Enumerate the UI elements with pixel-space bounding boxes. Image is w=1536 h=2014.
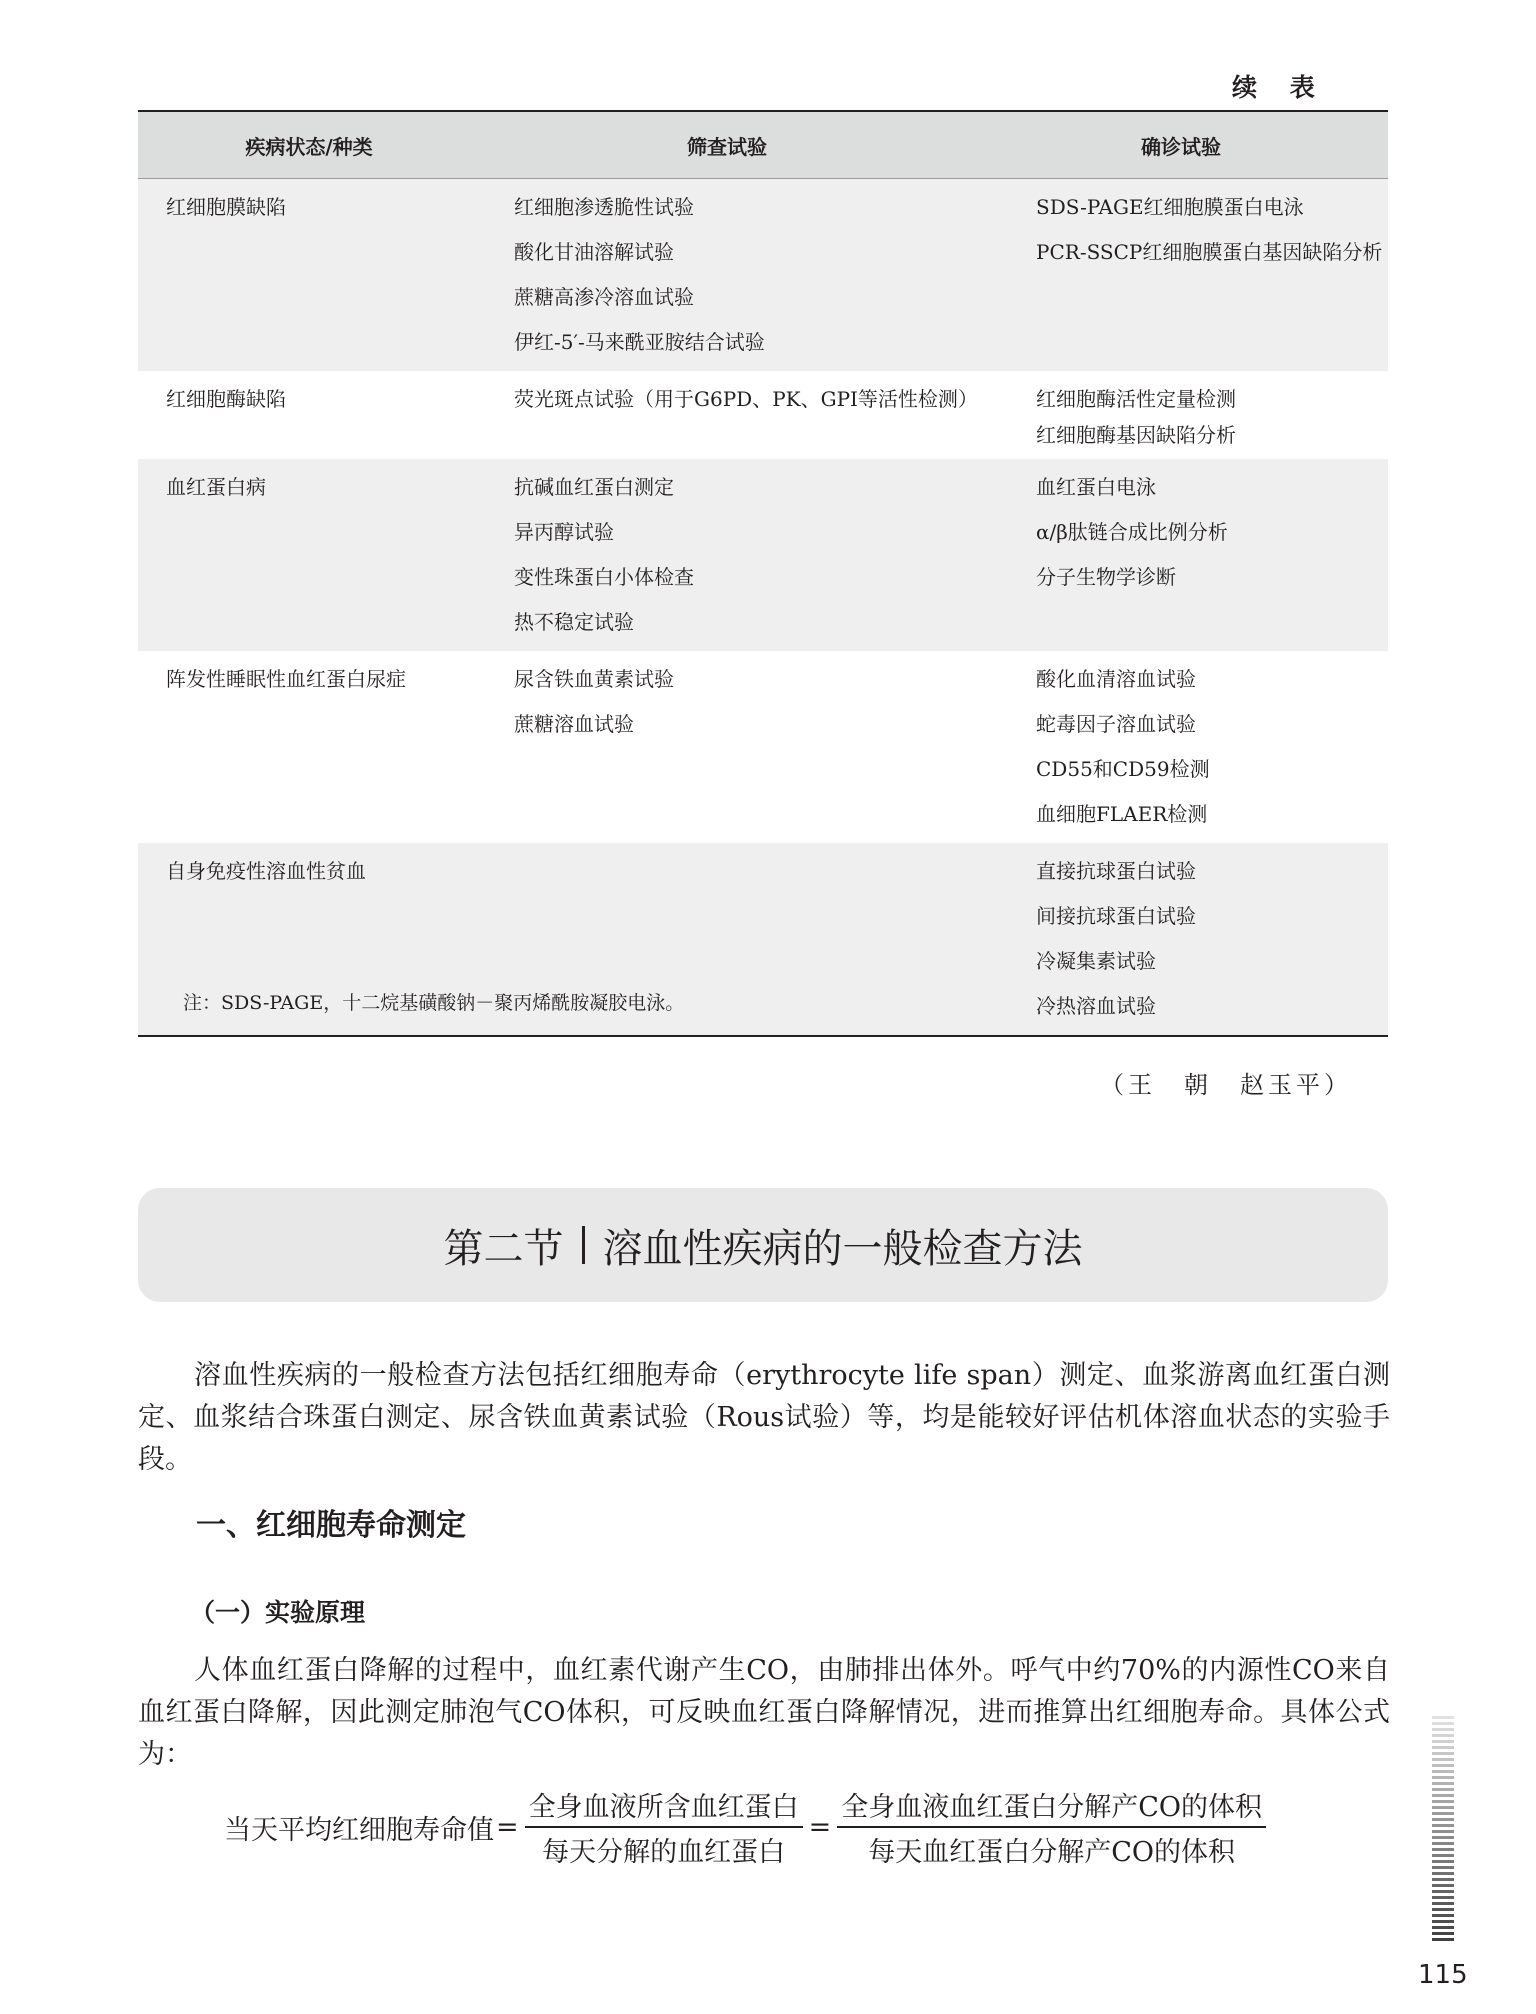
confirmatory-test: α/β肽链合成比例分析 — [1036, 520, 1228, 544]
disease-cell: 红细胞膜缺陷 — [166, 195, 286, 219]
table-row — [138, 651, 1388, 843]
diagnosis-table — [138, 110, 1388, 1037]
disease-cell: 血红蛋白病 — [166, 475, 266, 499]
confirmatory-test: CD55和CD59检测 — [1036, 757, 1210, 781]
screening-test: 蔗糖溶血试验 — [514, 712, 634, 736]
formula-equals: = — [808, 1811, 832, 1843]
screening-test: 蔗糖高渗冷溶血试验 — [514, 285, 694, 309]
screening-test: 变性珠蛋白小体检查 — [514, 565, 694, 589]
table-row — [138, 179, 1388, 371]
heading-level-1: 一、红细胞寿命测定 — [196, 1508, 466, 1543]
table-header-row — [138, 112, 1388, 179]
table-row — [138, 459, 1388, 651]
confirmatory-test: 蛇毒因子溶血试验 — [1036, 712, 1196, 736]
section-title-box — [138, 1188, 1388, 1302]
continued-table-label: 续 表 — [1232, 73, 1327, 102]
confirmatory-test: 直接抗球蛋白试验 — [1036, 859, 1196, 883]
confirmatory-test: 冷热溶血试验 — [1036, 994, 1156, 1018]
heading-level-2: （一）实验原理 — [190, 1598, 366, 1627]
confirmatory-test: 血红蛋白电泳 — [1036, 475, 1156, 499]
section-number: 第二节 — [443, 1225, 564, 1272]
screening-test: 荧光斑点试验（用于G6PD、PK、GPI等活性检测） — [514, 387, 978, 411]
section-divider — [582, 1226, 585, 1264]
disease-cell: 自身免疫性溶血性贫血 — [166, 859, 366, 883]
confirmatory-test: 间接抗球蛋白试验 — [1036, 904, 1196, 928]
screening-test: 尿含铁血黄素试验 — [514, 667, 674, 691]
disease-cell: 红细胞酶缺陷 — [166, 387, 286, 411]
formula-lhs: 当天平均红细胞寿命值 — [224, 1814, 494, 1846]
screening-test: 热不稳定试验 — [514, 610, 634, 634]
screening-test: 红细胞渗透脆性试验 — [514, 195, 694, 219]
screening-test: 抗碱血红蛋白测定 — [514, 475, 674, 499]
section-title: 溶血性疾病的一般检查方法 — [602, 1225, 1083, 1272]
table-row — [138, 371, 1388, 459]
confirmatory-test: 分子生物学诊断 — [1036, 565, 1176, 589]
lifespan-formula — [224, 1782, 1270, 1872]
confirmatory-test: SDS-PAGE红细胞膜蛋白电泳 — [1036, 195, 1304, 219]
intro-paragraph: 溶血性疾病的一般检查方法包括红细胞寿命（erythrocyte life span）测定、血浆游离血红蛋白测定、血浆结合珠蛋白测定、尿含铁血黄素试验（Rous试验）等，均是能较好评估机体溶血状态的实验手段。 — [138, 1360, 1390, 1475]
formula-fraction-1 — [525, 1785, 803, 1869]
authors: （王 朝 赵玉平） — [1100, 1071, 1352, 1099]
formula-fraction-2 — [837, 1785, 1266, 1869]
screening-test: 伊红-5′-马来酰亚胺结合试验 — [514, 330, 765, 354]
fraction-denominator: 每天血红蛋白分解产CO的体积 — [868, 1837, 1236, 1868]
column-header-screening: 筛查试验 — [687, 134, 767, 159]
confirmatory-test: 红细胞酶活性定量检测 — [1036, 387, 1236, 411]
screening-test: 异丙醇试验 — [514, 520, 614, 544]
page-edge-marker — [1432, 1716, 1454, 1942]
confirmatory-test: 红细胞酶基因缺陷分析 — [1036, 423, 1236, 447]
fraction-numerator: 全身血液血红蛋白分解产CO的体积 — [837, 1785, 1266, 1828]
formula-equals: = — [496, 1811, 519, 1843]
fraction-numerator: 全身血液所含血红蛋白 — [525, 1785, 803, 1828]
confirmatory-test: 酸化血清溶血试验 — [1036, 667, 1196, 691]
fraction-denominator: 每天分解的血红蛋白 — [542, 1837, 786, 1868]
disease-cell: 阵发性睡眠性血红蛋白尿症 — [166, 667, 406, 691]
screening-test: 酸化甘油溶解试验 — [514, 240, 674, 264]
confirmatory-test: 血细胞FLAER检测 — [1036, 802, 1208, 826]
column-header-confirmatory: 确诊试验 — [1141, 134, 1221, 159]
table-note: 注：SDS-PAGE，十二烷基磺酸钠－聚丙烯酰胺凝胶电泳。 — [183, 992, 685, 1014]
page-number: 115 — [1418, 1960, 1468, 1990]
principle-paragraph: 人体血红蛋白降解的过程中，血红素代谢产生CO，由肺排出体外。呼气中约70%的内源性CO来自血红蛋白降解，因此测定肺泡气CO体积，可反映血红蛋白降解情况，进而推算出红细胞寿命。具体公式为： — [138, 1655, 1390, 1770]
confirmatory-test: PCR-SSCP红细胞膜蛋白基因缺陷分析 — [1036, 240, 1383, 264]
confirmatory-test: 冷凝集素试验 — [1036, 949, 1156, 973]
column-header-disease: 疾病状态/种类 — [245, 134, 373, 159]
